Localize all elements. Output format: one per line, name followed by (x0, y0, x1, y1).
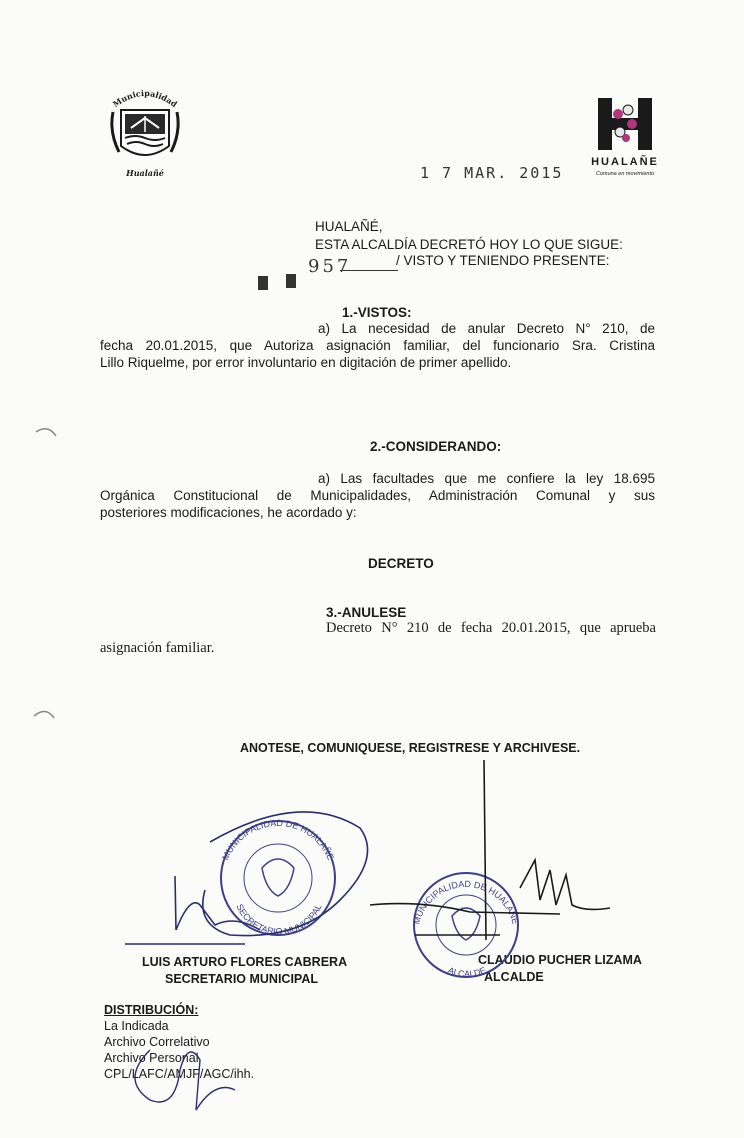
anulese-line-2: asignación familiar. (100, 640, 215, 656)
vistos-line-2: fecha 20.01.2015, que Autoriza asignación familiar, del funcionario Sra. Cristina (100, 338, 655, 353)
svg-text:MUNICIPALIDAD DE HUALAÑE: MUNICIPALIDAD DE HUALAÑE (411, 878, 521, 926)
place-label: HUALAÑÉ, (315, 219, 383, 234)
considerando-heading: 2.-CONSIDERANDO: (370, 439, 502, 454)
svg-text:Municipalidad: Municipalidad (110, 87, 180, 110)
mayor-signature (370, 760, 610, 940)
secretary-stamp (220, 818, 336, 937)
intro-line-2: / VISTO Y TENIENDO PRESENTE: (396, 253, 610, 268)
considerando-line-3: posteriores modificaciones, he acordado y: (100, 505, 357, 520)
svg-text:ALCALDE: ALCALDE (446, 964, 488, 980)
punch-hole-mark (34, 711, 54, 718)
secretary-name: LUIS ARTURO FLORES CABRERA (142, 955, 348, 969)
received-date-stamp: 1 7 MAR. 2015 (420, 164, 564, 182)
distribution-item: Archivo Personal (104, 1051, 199, 1065)
decree-number-underline (340, 270, 398, 271)
brand-name: HUALAÑE (591, 156, 659, 168)
svg-text:MUNICIPALIDAD DE HUALAÑE: MUNICIPALIDAD DE HUALAÑE (220, 817, 336, 862)
municipal-crest-logo (107, 82, 183, 178)
stamp-marks (258, 272, 302, 297)
decreto-heading: DECRETO (368, 556, 434, 571)
crest-bottom-label: Hualañé (126, 168, 164, 178)
distribution-item: Archivo Correlativo (104, 1035, 210, 1049)
hualane-brand-logo (594, 96, 656, 152)
considerando-line-1: a) Las facultades que me confiere la ley 18.695 (318, 471, 655, 486)
vistos-heading: 1.-VISTOS: (342, 305, 412, 320)
distribution-heading: DISTRIBUCIÓN: (104, 1003, 199, 1017)
vistos-line-1: a) La necesidad de anular Decreto N° 210, de (318, 321, 655, 336)
distribution-item: CPL/LAFC/AMJF/AGC/ihh. (104, 1067, 255, 1081)
secretary-title: SECRETARIO MUNICIPAL (165, 972, 319, 986)
decree-number: 957 (308, 256, 352, 277)
secretary-signature (125, 812, 368, 944)
distribution-item: La Indicada (104, 1019, 169, 1033)
mayor-title: ALCALDE (484, 970, 544, 984)
considerando-line-2: Orgánica Constitucional de Municipalidades, Administración Comunal y sus (100, 488, 655, 503)
anulese-line-1: Decreto N° 210 de fecha 20.01.2015, que aprueba (326, 620, 656, 636)
vistos-line-3: Lillo Riquelme, por error involuntario en digitación de primer apellido. (100, 355, 512, 370)
anulese-heading: 3.-ANULESE (326, 605, 407, 620)
intro-line-1: ESTA ALCALDÍA DECRETÓ HOY LO QUE SIGUE: (315, 237, 623, 252)
svg-text:SECRETARIO MUNICIPAL: SECRETARIO MUNICIPAL (234, 902, 324, 937)
punch-hole-mark (36, 429, 56, 436)
mayor-name: CLAUDIO PUCHER LIZAMA (478, 953, 642, 967)
closing-formula: ANOTESE, COMUNIQUESE, REGISTRESE Y ARCHIVESE. (240, 741, 581, 755)
brand-slogan: Comuna en movimiento (595, 171, 655, 177)
